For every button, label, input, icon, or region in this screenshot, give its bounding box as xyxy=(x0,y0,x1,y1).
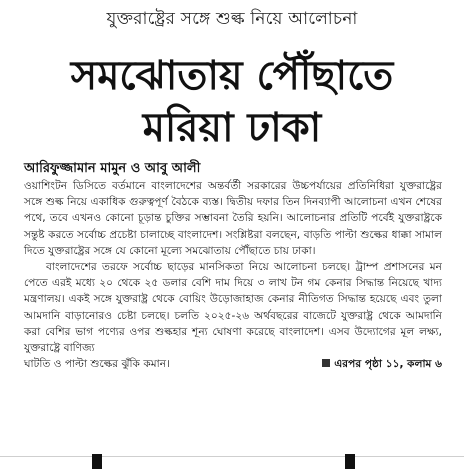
headline-line-2: মরিয়া ঢাকা xyxy=(142,105,322,151)
square-bullet-icon xyxy=(322,359,330,367)
paragraph-1: ওয়াশিংটন ডিসিতে বর্তমানে বাংলাদেশের অন্তর্বর্তী সরকারের উচ্চপর্যায়ের প্রতিনিধিরা যুক্তরাষ্ট্রের সঙ্গে শুল্ক নিয়ে একাধিক গুরুত্বপূর্ণ বৈঠকে ব্যস্ত। দ্বিতীয় দফার তিন দিনব্যাপী আলোচনা এখন শেষের পথে, তবে এখনও কোনো চূড়ান্ত চুক্তির সম্ভাবনা তৈরি হয়নি। আলোচনার প্রতিটি পর্বেই যুক্তরাষ্ট্রকে সন্তুষ্ট করতে সর্বোচ্চ প্রচেষ্টা চালাচ্ছে বাংলাদেশ। সংশ্লিষ্টরা বলছেন, বাড়তি পাল্টা শুল্কের ধাক্কা সামাল দিতে যুক্তরাষ্ট্রের সঙ্গে যে কোনো মূল্যে সমঝোতায় পৌঁছাতে চায় ঢাকা। xyxy=(24,180,442,257)
byline: আরিফুজ্জামান মামুন ও আবু আলী xyxy=(24,161,201,176)
paragraph-2-closing-row xyxy=(24,356,442,374)
continued-note-text: এরপর পৃষ্ঠা ১১, কলাম ৬ xyxy=(334,358,442,371)
headline-line-1: সমঝোতায় পৌঁছাতে xyxy=(70,53,394,99)
article-body xyxy=(24,178,442,374)
next-article-glyph-fragment xyxy=(345,454,355,469)
paragraph-2-last-line: ঘাটতি ও পাল্টা শুল্কের ঝুঁকি কমান। xyxy=(24,358,170,371)
next-article-glyph-fragment xyxy=(92,454,102,469)
paragraph-2: বাংলাদেশের তরফে সর্বোচ্চ ছাড়ের মানসিকতা নিয়ে আলোচনা চলছে। ট্রাম্প প্রশাসনের মন পেতে এরই মধ্যে ২০ থেকে ২৫ ডলার বেশি দাম দিয়ে ৩ লাখ টন গম কেনার সিদ্ধান্ত নিয়েছে খাদ্য মন্ত্রণালয়। একই সঙ্গে যুক্তরাষ্ট্র থেকে বোয়িং উড়োজাহাজ কেনার নীতিগত সিদ্ধান্ত হয়েছে এবং তুলা আমদানি বাড়ানোরও চেষ্টা চলছে। চলতি ২০২৫-২৬ অর্থবছরের বাজেটে যুক্তরাষ্ট্র থেকে আমদানি করা বেশির ভাগ পণ্যের ওপর শুল্কহার শূন্য ঘোষণা করেছে বাংলাদেশ। এসব উদ্যোগের মূল লক্ষ্য, যুক্তরাষ্ট্রে বাণিজ্য xyxy=(24,261,442,355)
bottom-divider xyxy=(0,456,464,457)
continued-note xyxy=(322,356,442,372)
kicker-line: যুক্তরাষ্ট্রের সঙ্গে শুল্ক নিয়ে আলোচনা xyxy=(106,9,358,29)
